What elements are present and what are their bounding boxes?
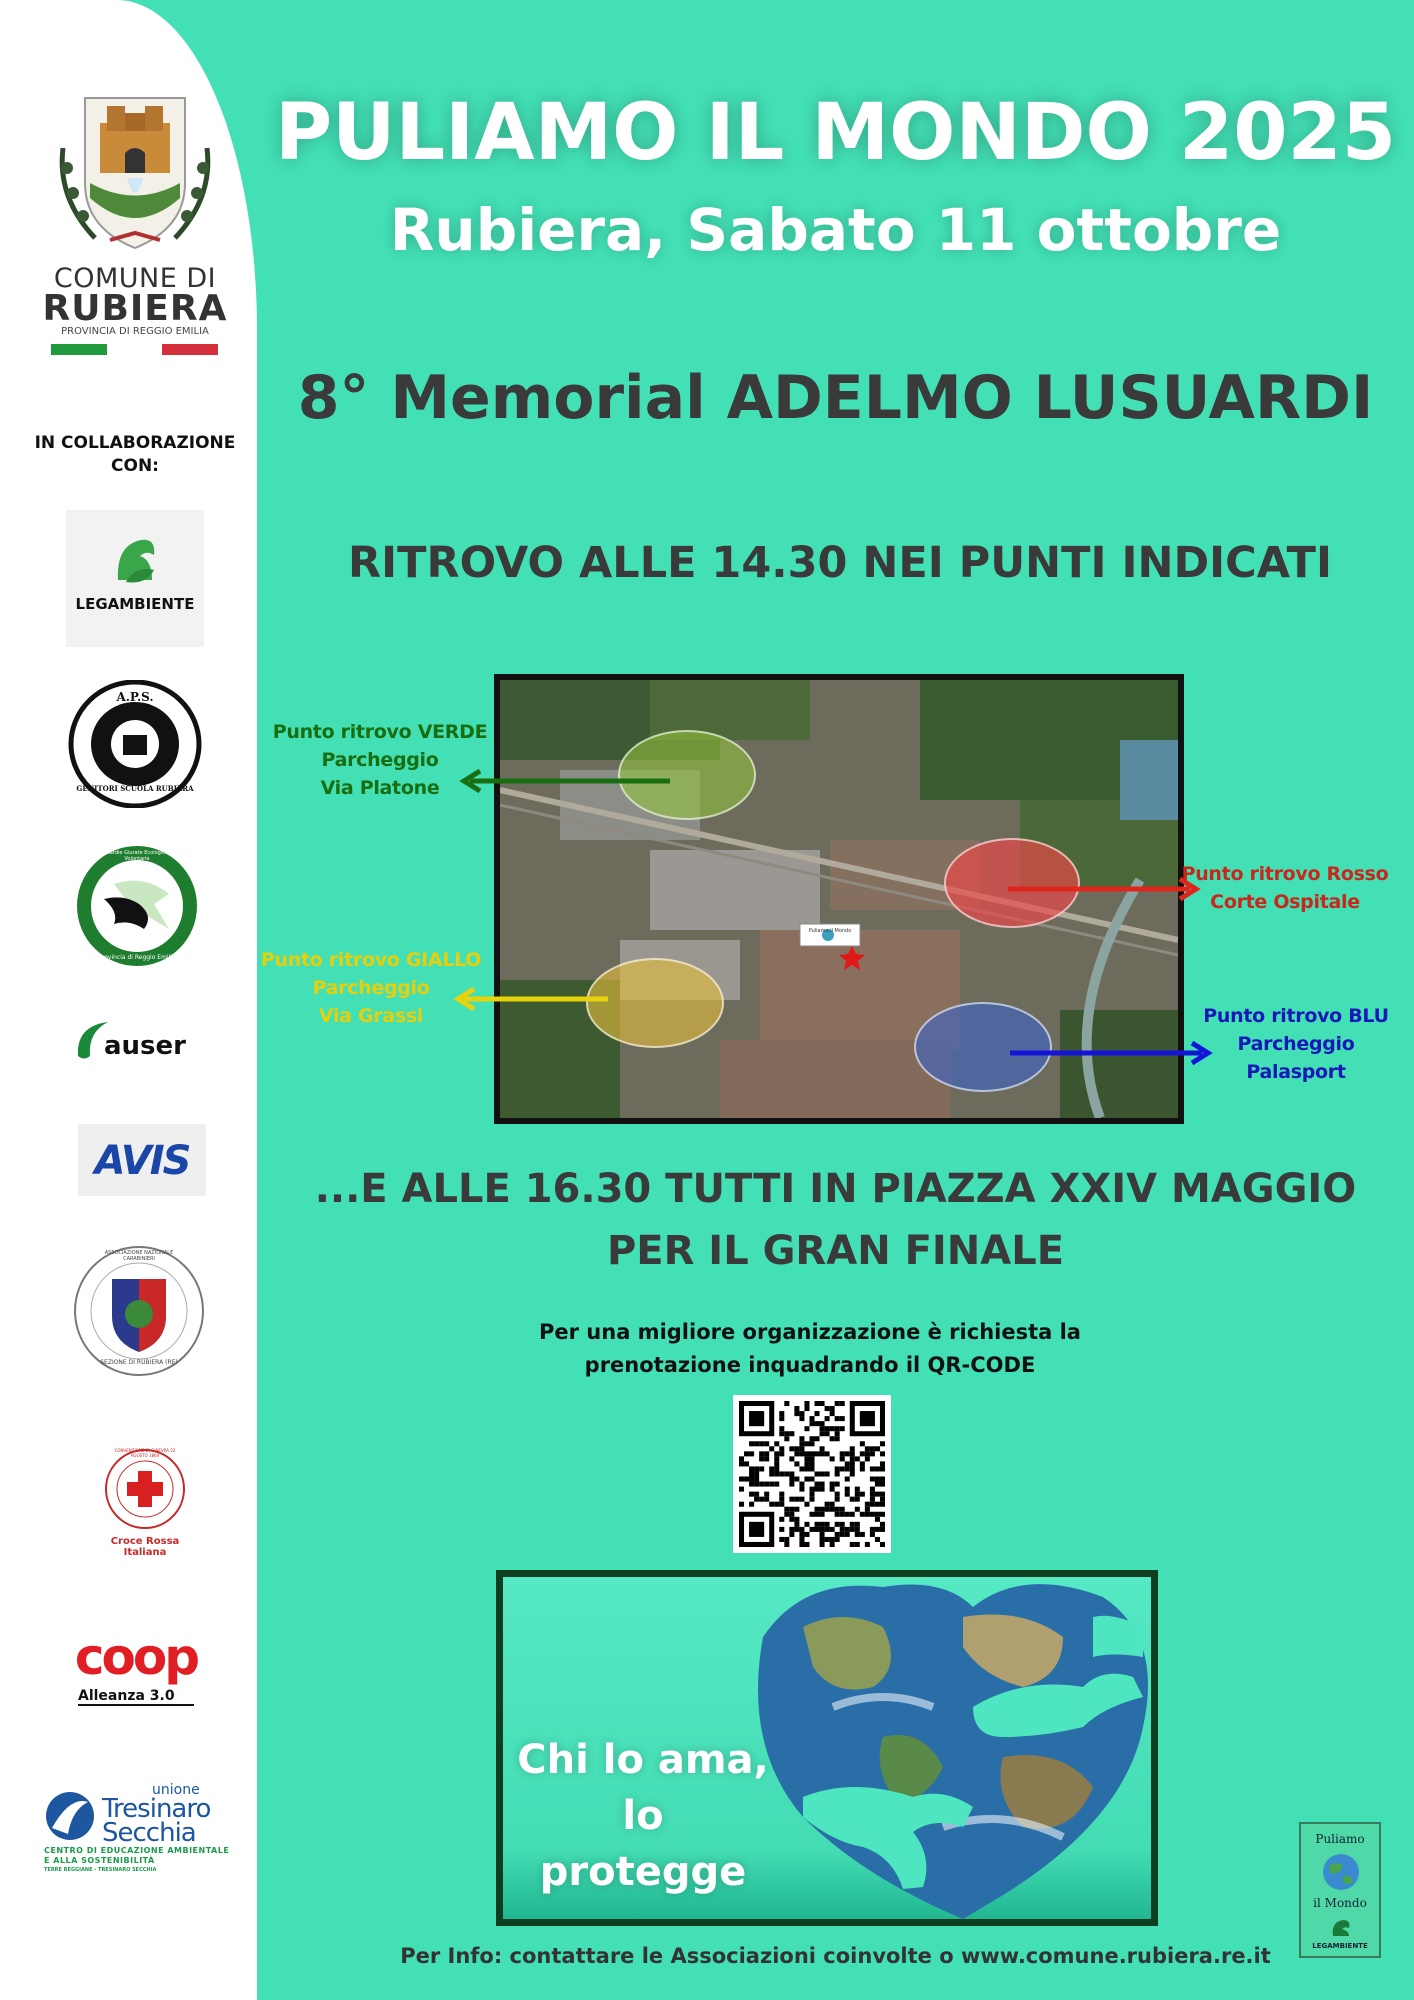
comune-name: RUBIERA [42, 288, 228, 329]
slogan-text [513, 1732, 773, 1900]
ceas-label-1: CENTRO DI EDUCAZIONE AMBIENTALE [44, 1846, 230, 1855]
comune-label: COMUNE DI [53, 263, 217, 294]
label-giallo-line3: Via Grassi [318, 1005, 424, 1027]
label-giallo [258, 946, 484, 1030]
gev-label: Guardie Giurate Ecologiche Volontarie [102, 850, 172, 862]
label-rosso-line1: Punto ritrovo Rosso [1181, 863, 1389, 885]
finale-line2: PER IL GRAN FINALE [606, 1228, 1065, 1274]
pim-line3: LEGAMBIENTE [1312, 1942, 1368, 1950]
croce-ring-label: CONVENZIONE DI GINEVRA 22 AGOSTO 1864 [114, 1448, 176, 1458]
legambiente-label: LEGAMBIENTE [75, 595, 195, 613]
carabinieri-logo [72, 1244, 206, 1378]
tresinaro-secchia-logo [42, 1782, 242, 1878]
tresinaro-label: Tresinaro [102, 1794, 211, 1824]
earth-heart-image [496, 1570, 1158, 1926]
slogan-line2: lo protegge [539, 1793, 747, 1895]
sidebar [0, 0, 257, 2000]
booking-note-line2: prenotazione inquadrando il QR-CODE [584, 1353, 1036, 1377]
unione-label: unione [152, 1782, 200, 1798]
footer-info: Per Info: contattare le Associazioni coinvolte o www.comune.rubiera.re.it [400, 1944, 1271, 1968]
map-marker-label: Puliamo il Mondo [808, 928, 852, 934]
legambiente-logo [66, 510, 204, 647]
label-verde-line1: Punto ritrovo VERDE [272, 721, 488, 743]
booking-qr-code[interactable] [733, 1395, 891, 1553]
gev-eagle-icon [74, 844, 200, 968]
globe-icon [1321, 1852, 1361, 1892]
finale-line1: ...E ALLE 16.30 TUTTI IN PIAZZA XXIV MAGGIO [314, 1166, 1357, 1212]
secchia-label: Secchia [102, 1818, 196, 1848]
croce-rossa-label: Croce Rossa Italiana [110, 1536, 180, 1558]
auser-label: auser [104, 1031, 186, 1061]
finale-heading [257, 1158, 1414, 1282]
aps-genitori-logo [68, 680, 202, 808]
swan-icon [66, 510, 204, 600]
label-blu-line1: Punto ritrovo BLU [1203, 1005, 1389, 1027]
auser-logo [74, 1016, 204, 1064]
carabinieri-shield-icon [72, 1244, 206, 1378]
arrow-blu [1008, 1040, 1214, 1066]
label-giallo-line1: Punto ritrovo GIALLO [260, 949, 482, 971]
gev-logo [74, 844, 200, 968]
memorial-heading: 8° Memorial ADELMO LUSUARDI [297, 363, 1374, 433]
coop-logo [74, 1628, 198, 1710]
gev-bottom-label: Provincia di Reggio Emilia [98, 954, 176, 961]
page-title: PULIAMO IL MONDO 2025 [274, 88, 1397, 178]
puliamo-il-mondo-logo [1299, 1822, 1381, 1958]
flag-red-bar [162, 344, 218, 355]
label-verde-line3: Via Platone [320, 777, 440, 799]
arrow-rosso [1006, 876, 1202, 902]
collaboration-heading [20, 432, 250, 478]
collaboration-line2: CON: [111, 456, 159, 476]
label-blu-line2: Parcheggio [1237, 1033, 1355, 1055]
label-giallo-line2: Parcheggio [312, 977, 430, 999]
aps-label: A.P.S. [116, 690, 154, 704]
red-cross-icon [96, 1446, 194, 1532]
slogan-line1: Chi lo ama, [517, 1737, 769, 1783]
collaboration-line1: IN COLLABORAZIONE [34, 433, 236, 453]
label-rosso [1180, 860, 1390, 916]
croce-rossa-logo [96, 1446, 194, 1558]
label-blu-line3: Palasport [1246, 1061, 1346, 1083]
ritrovo-heading: RITROVO ALLE 14.30 NEI PUNTI INDICATI [348, 538, 1332, 588]
flag-green-bar [51, 344, 107, 355]
label-blu [1196, 1002, 1396, 1086]
pim-line2: il Mondo [1313, 1896, 1367, 1910]
pim-line1: Puliamo [1315, 1832, 1365, 1846]
avis-logo [78, 1124, 206, 1196]
coop-label: coop [74, 1628, 198, 1686]
comune-provincia: PROVINCIA DI REGGIO EMILIA [61, 326, 209, 337]
coop-sub-label: Alleanza 3.0 [78, 1688, 194, 1706]
booking-note [420, 1316, 1200, 1382]
pim-swan-icon [1329, 1916, 1353, 1938]
ceas-label-3: TERRE REGGIANE - TRESINARO SECCHIA [44, 1867, 157, 1873]
booking-note-line1: Per una migliore organizzazione è richiesta la [539, 1320, 1081, 1344]
label-rosso-line2: Corte Ospitale [1210, 891, 1360, 913]
label-verde [270, 718, 490, 802]
comune-crest-icon [55, 88, 215, 253]
page-subtitle: Rubiera, Sabato 11 ottobre [389, 196, 1282, 264]
tresinaro-icon [42, 1788, 98, 1844]
avis-label: AVIS [94, 1138, 190, 1184]
qr-code-icon [739, 1401, 885, 1547]
aps-ring-label: GENITORI SCUOLA RUBIERA [76, 784, 194, 793]
carabinieri-bottom-label: SEZIONE DI RUBIERA (RE) [100, 1359, 178, 1366]
carabinieri-label: ASSOCIAZIONE NAZIONALE CARABINIERI [104, 1250, 174, 1262]
label-verde-line2: Parcheggio [321, 749, 439, 771]
arrow-verde [458, 768, 678, 794]
ceas-label-2: E ALLA SOSTENIBILITÀ [44, 1856, 155, 1865]
